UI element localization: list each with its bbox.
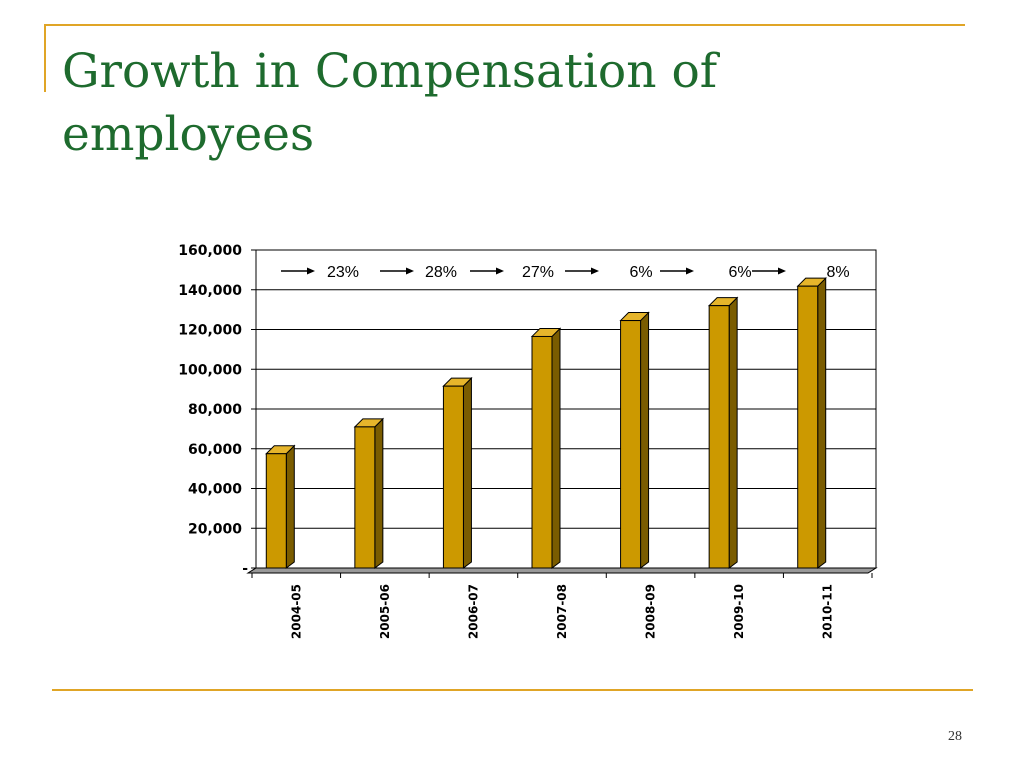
y-tick-label: 60,000 — [187, 441, 242, 458]
y-tick-label: 20,000 — [187, 521, 242, 538]
bar — [443, 386, 463, 568]
bar-side — [818, 278, 826, 568]
y-tick-label: 140,000 — [178, 282, 242, 299]
growth-label: 8% — [826, 264, 850, 281]
x-category-label: 2004-05 — [289, 584, 304, 640]
growth-label: 6% — [629, 264, 653, 281]
x-category-label: 2005-06 — [377, 584, 392, 640]
y-tick-label: 40,000 — [187, 481, 242, 498]
x-category-label: 2007-08 — [555, 584, 569, 640]
bar — [355, 427, 375, 568]
growth-label: 27% — [521, 264, 555, 281]
y-tick-label: 120,000 — [178, 322, 242, 339]
bar-side — [375, 419, 383, 568]
x-category-label: 2008-09 — [643, 584, 658, 640]
page-number: 28 — [948, 729, 962, 744]
x-category-label: 2009-10 — [732, 584, 747, 640]
bar — [532, 336, 552, 568]
y-tick-label: 160,000 — [178, 243, 242, 259]
x-category-label: 2010-11 — [820, 584, 835, 640]
chart-floor — [248, 568, 876, 573]
slide-title: Growth in Compensation of employees — [62, 44, 718, 162]
growth-label: 28% — [424, 264, 458, 281]
x-category-label: 2006-07 — [466, 584, 481, 640]
growth-label: 6% — [728, 264, 752, 281]
y-tick-label: 100,000 — [178, 362, 242, 379]
bar-side — [463, 378, 471, 568]
y-tick-label: 80,000 — [187, 402, 242, 418]
bar-side — [286, 446, 294, 568]
bar — [621, 321, 641, 568]
bar — [709, 306, 729, 568]
bar-side — [641, 313, 649, 568]
bar — [798, 286, 818, 568]
growth-label: 23% — [326, 264, 360, 281]
y-tick-label-zero: - — [242, 561, 248, 577]
bar — [266, 454, 286, 568]
bar-side — [729, 298, 737, 568]
bar-side — [552, 328, 560, 568]
